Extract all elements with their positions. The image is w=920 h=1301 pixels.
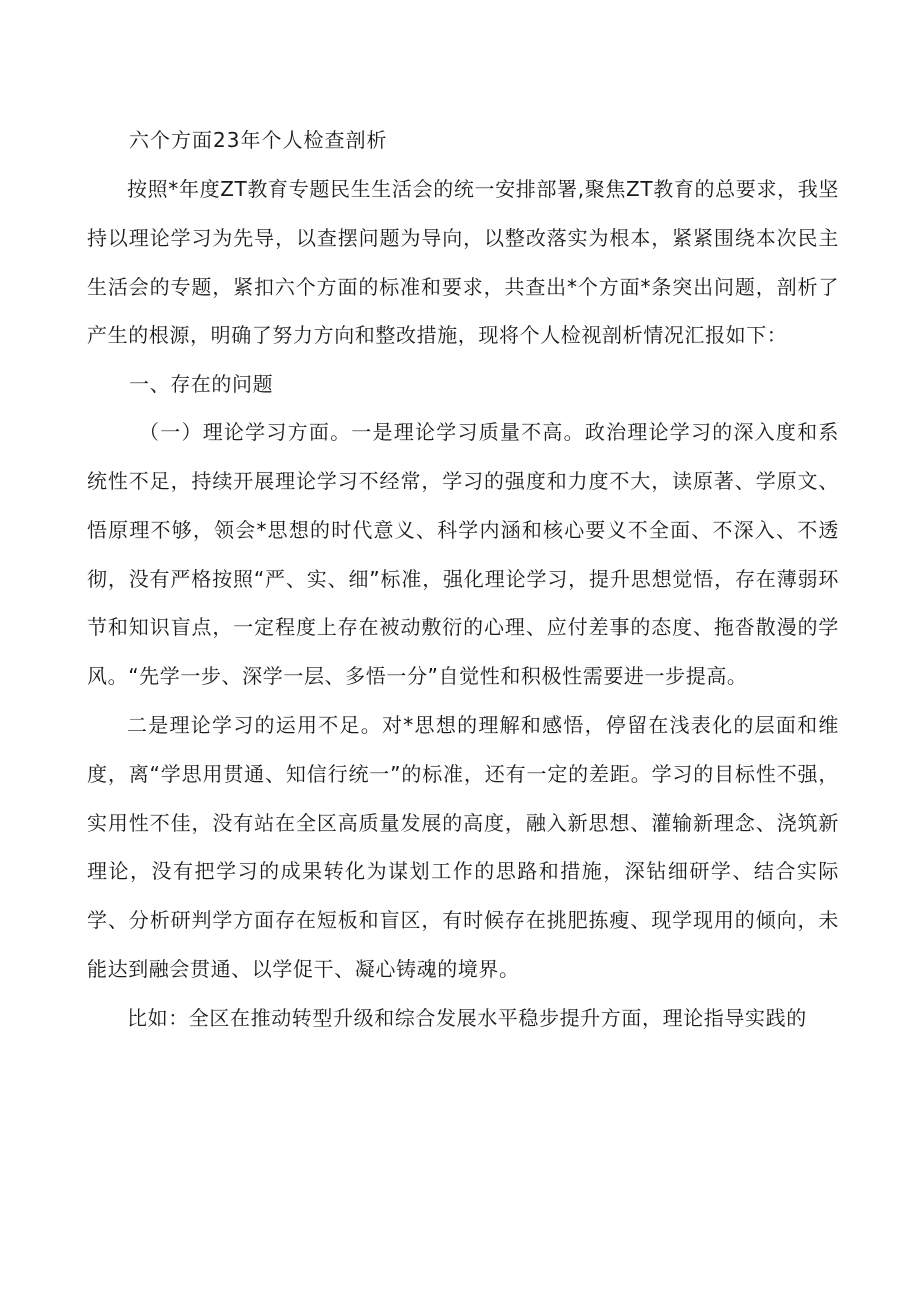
item-two-paragraph: 二是理论学习的运用不足。对*思想的理解和感悟，停留在浅表化的层面和维度，离“学思用贯通、知信行统一”的标准，还有一定的差距。学习的目标性不强，实用性不佳，没有站在全区高质量发展的高度，融入新思想、灌输新理念、浇筑新理论，没有把学习的成果转化为谋划工作的思路和措施，深钻细研学、结合实际学、分析研判学方面存在短板和盲区，有时候存在挑肥拣瘦、现学现用的倾向，未能达到融会贯通、以学促干、凝心铸魂的境界。 [87, 712, 839, 981]
item-one-paragraph: （一）理论学习方面。一是理论学习质量不高。政治理论学习的深入度和系统性不足，持续开展理论学习不经常，学习的强度和力度不大，读原著、学原文、悟原理不够，领会*思想的时代意义、科学内涵和核心要义不全面、不深入、不透彻，没有严格按照“严、实、细”标准，强化理论学习，提升思想觉悟，存在薄弱环节和知识盲点，一定程度上存在被动敷衍的心理、应付差事的态度、拖沓散漫的学风。“先学一步、深学一层、多悟一分”自觉性和积极性需要进一步提高。 [87, 420, 839, 689]
section-heading: 一、存在的问题 [129, 372, 274, 397]
example-paragraph: 比如：全区在推动转型升级和综合发展水平稳步提升方面，理论指导实践的 [127, 1005, 807, 1030]
intro-paragraph: 按照*年度ZT教育专题民生生活会的统一安排部署,聚焦ZT教育的总要求，我坚持以理论学习为先导，以查摆问题为导向，以整改落实为根本，紧紧围绕本次民主生活会的专题，紧扣六个方面的标准和要求，共查出*个方面*条突出问题，剖析了产生的根源，明确了努力方向和整改措施，现将个人检视剖析情况汇报如下： [87, 177, 839, 348]
document-body [87, 118, 839, 1043]
document-title: 六个方面23年个人检查剖析 [129, 128, 388, 152]
